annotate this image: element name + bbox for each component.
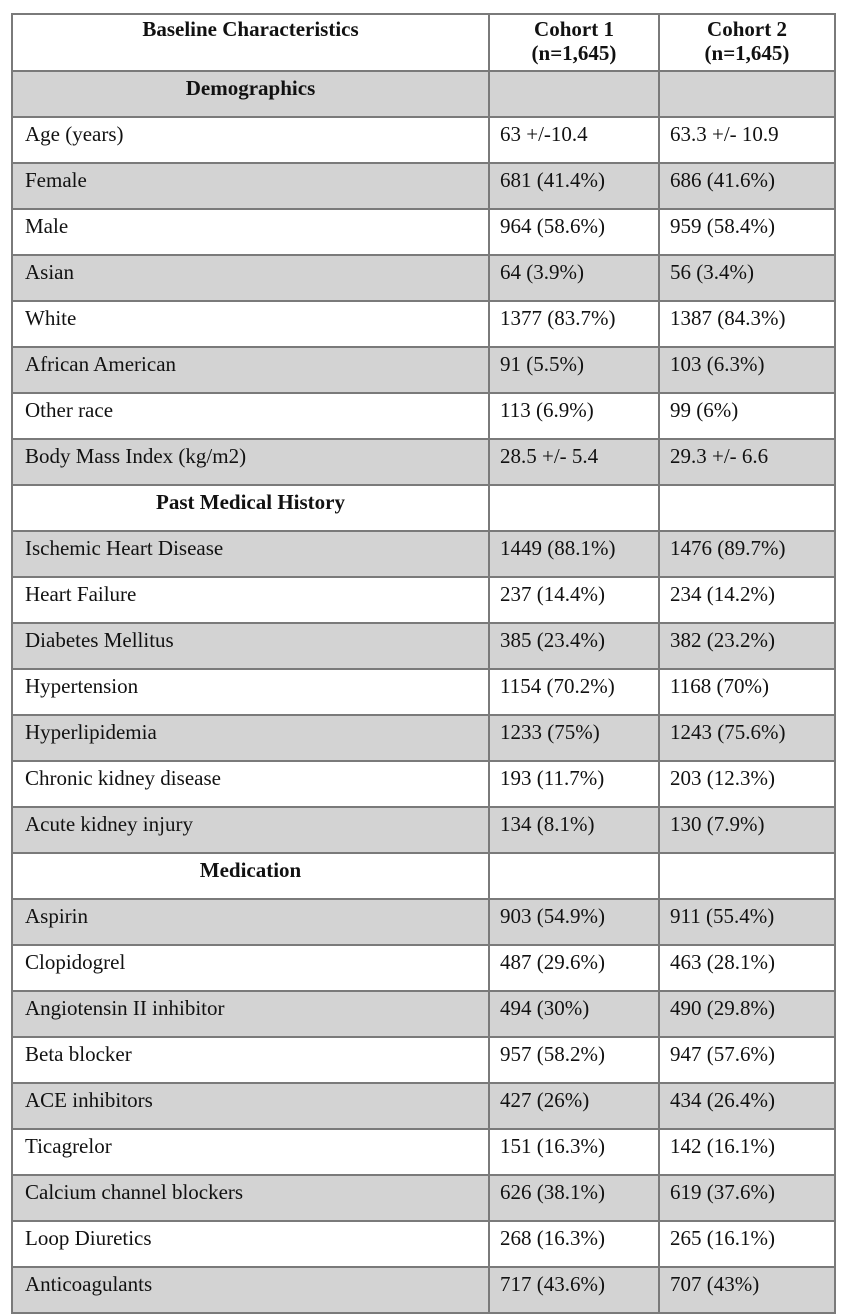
- row-label: Angiotensin II inhibitor: [12, 991, 489, 1037]
- cohort-2-value: 265 (16.1%): [659, 1221, 835, 1267]
- row-label: Asian: [12, 255, 489, 301]
- table-row: [12, 393, 835, 439]
- cohort-1-value: 1377 (83.7%): [489, 301, 659, 347]
- cohort-1-value: [489, 853, 659, 899]
- row-label: Age (years): [12, 117, 489, 163]
- cohort-1-value: 681 (41.4%): [489, 163, 659, 209]
- row-label: Acute kidney injury: [12, 807, 489, 853]
- table-row: [12, 347, 835, 393]
- cohort-2-value: 103 (6.3%): [659, 347, 835, 393]
- baseline-characteristics-table: [11, 13, 836, 1314]
- row-label: African American: [12, 347, 489, 393]
- cohort-1-value: 113 (6.9%): [489, 393, 659, 439]
- row-label: Beta blocker: [12, 1037, 489, 1083]
- cohort-2-value: 686 (41.6%): [659, 163, 835, 209]
- header-cohort-1-n: (n=1,645): [531, 41, 617, 65]
- table-row: [12, 807, 835, 853]
- row-label: Clopidogrel: [12, 945, 489, 991]
- cohort-2-value: 203 (12.3%): [659, 761, 835, 807]
- table-row: [12, 531, 835, 577]
- table-row: [12, 163, 835, 209]
- header-cohort-1-name: Cohort 1: [534, 17, 614, 41]
- cohort-2-value: 63.3 +/- 10.9: [659, 117, 835, 163]
- table-row: [12, 255, 835, 301]
- cohort-2-value: 434 (26.4%): [659, 1083, 835, 1129]
- table-row: [12, 1037, 835, 1083]
- cohort-2-value: 382 (23.2%): [659, 623, 835, 669]
- cohort-1-value: 964 (58.6%): [489, 209, 659, 255]
- cohort-2-value: 707 (43%): [659, 1267, 835, 1313]
- table-row: [12, 623, 835, 669]
- cohort-2-value: 947 (57.6%): [659, 1037, 835, 1083]
- header-cohort-2: [659, 14, 835, 71]
- table-row: [12, 761, 835, 807]
- cohort-2-value: 1476 (89.7%): [659, 531, 835, 577]
- cohort-1-value: 268 (16.3%): [489, 1221, 659, 1267]
- cohort-1-value: 193 (11.7%): [489, 761, 659, 807]
- cohort-1-value: 237 (14.4%): [489, 577, 659, 623]
- table-row: [12, 991, 835, 1037]
- cohort-1-value: [489, 485, 659, 531]
- row-label: Male: [12, 209, 489, 255]
- section-heading: Medication: [12, 853, 489, 899]
- cohort-1-value: 1233 (75%): [489, 715, 659, 761]
- cohort-2-value: [659, 71, 835, 117]
- table-row: [12, 117, 835, 163]
- table-row: [12, 577, 835, 623]
- row-label: White: [12, 301, 489, 347]
- table-row: [12, 899, 835, 945]
- cohort-2-value: [659, 853, 835, 899]
- table-section-row: [12, 853, 835, 899]
- table-row: [12, 1267, 835, 1313]
- table-section-row: [12, 71, 835, 117]
- cohort-1-value: 134 (8.1%): [489, 807, 659, 853]
- cohort-1-value: 1449 (88.1%): [489, 531, 659, 577]
- cohort-1-value: 28.5 +/- 5.4: [489, 439, 659, 485]
- row-label: Anticoagulants: [12, 1267, 489, 1313]
- cohort-1-value: 487 (29.6%): [489, 945, 659, 991]
- cohort-2-value: 911 (55.4%): [659, 899, 835, 945]
- table-body: [12, 71, 835, 1313]
- row-label: Loop Diuretics: [12, 1221, 489, 1267]
- header-characteristic: Baseline Characteristics: [12, 14, 489, 71]
- table-row: [12, 209, 835, 255]
- cohort-1-value: 91 (5.5%): [489, 347, 659, 393]
- cohort-2-value: 1168 (70%): [659, 669, 835, 715]
- table-section-row: [12, 485, 835, 531]
- cohort-2-value: 619 (37.6%): [659, 1175, 835, 1221]
- cohort-1-value: 626 (38.1%): [489, 1175, 659, 1221]
- cohort-1-value: 903 (54.9%): [489, 899, 659, 945]
- table-row: [12, 1129, 835, 1175]
- row-label: Heart Failure: [12, 577, 489, 623]
- table-row: [12, 945, 835, 991]
- cohort-2-value: 29.3 +/- 6.6: [659, 439, 835, 485]
- cohort-1-value: 957 (58.2%): [489, 1037, 659, 1083]
- cohort-2-value: 130 (7.9%): [659, 807, 835, 853]
- row-label: ACE inhibitors: [12, 1083, 489, 1129]
- row-label: Diabetes Mellitus: [12, 623, 489, 669]
- cohort-2-value: 56 (3.4%): [659, 255, 835, 301]
- cohort-2-value: 142 (16.1%): [659, 1129, 835, 1175]
- table-header-row: [12, 14, 835, 71]
- section-heading: Demographics: [12, 71, 489, 117]
- table-row: [12, 439, 835, 485]
- cohort-2-value: 463 (28.1%): [659, 945, 835, 991]
- cohort-2-value: 234 (14.2%): [659, 577, 835, 623]
- cohort-2-value: 99 (6%): [659, 393, 835, 439]
- table-row: [12, 1175, 835, 1221]
- row-label: Hyperlipidemia: [12, 715, 489, 761]
- table-row: [12, 715, 835, 761]
- row-label: Calcium channel blockers: [12, 1175, 489, 1221]
- cohort-1-value: 1154 (70.2%): [489, 669, 659, 715]
- cohort-1-value: 717 (43.6%): [489, 1267, 659, 1313]
- table-row: [12, 669, 835, 715]
- cohort-2-value: 1243 (75.6%): [659, 715, 835, 761]
- cohort-2-value: [659, 485, 835, 531]
- cohort-1-value: 151 (16.3%): [489, 1129, 659, 1175]
- cohort-1-value: 385 (23.4%): [489, 623, 659, 669]
- cohort-1-value: 427 (26%): [489, 1083, 659, 1129]
- cohort-1-value: [489, 71, 659, 117]
- row-label: Body Mass Index (kg/m2): [12, 439, 489, 485]
- cohort-1-value: 64 (3.9%): [489, 255, 659, 301]
- header-cohort-2-n: (n=1,645): [704, 41, 790, 65]
- cohort-2-value: 1387 (84.3%): [659, 301, 835, 347]
- row-label: Hypertension: [12, 669, 489, 715]
- table-row: [12, 301, 835, 347]
- row-label: Ischemic Heart Disease: [12, 531, 489, 577]
- header-cohort-1: [489, 14, 659, 71]
- cohort-1-value: 494 (30%): [489, 991, 659, 1037]
- row-label: Chronic kidney disease: [12, 761, 489, 807]
- header-cohort-2-name: Cohort 2: [707, 17, 787, 41]
- row-label: Other race: [12, 393, 489, 439]
- row-label: Ticagrelor: [12, 1129, 489, 1175]
- row-label: Female: [12, 163, 489, 209]
- cohort-2-value: 490 (29.8%): [659, 991, 835, 1037]
- cohort-2-value: 959 (58.4%): [659, 209, 835, 255]
- cohort-1-value: 63 +/-10.4: [489, 117, 659, 163]
- table-row: [12, 1221, 835, 1267]
- section-heading: Past Medical History: [12, 485, 489, 531]
- table-row: [12, 1083, 835, 1129]
- row-label: Aspirin: [12, 899, 489, 945]
